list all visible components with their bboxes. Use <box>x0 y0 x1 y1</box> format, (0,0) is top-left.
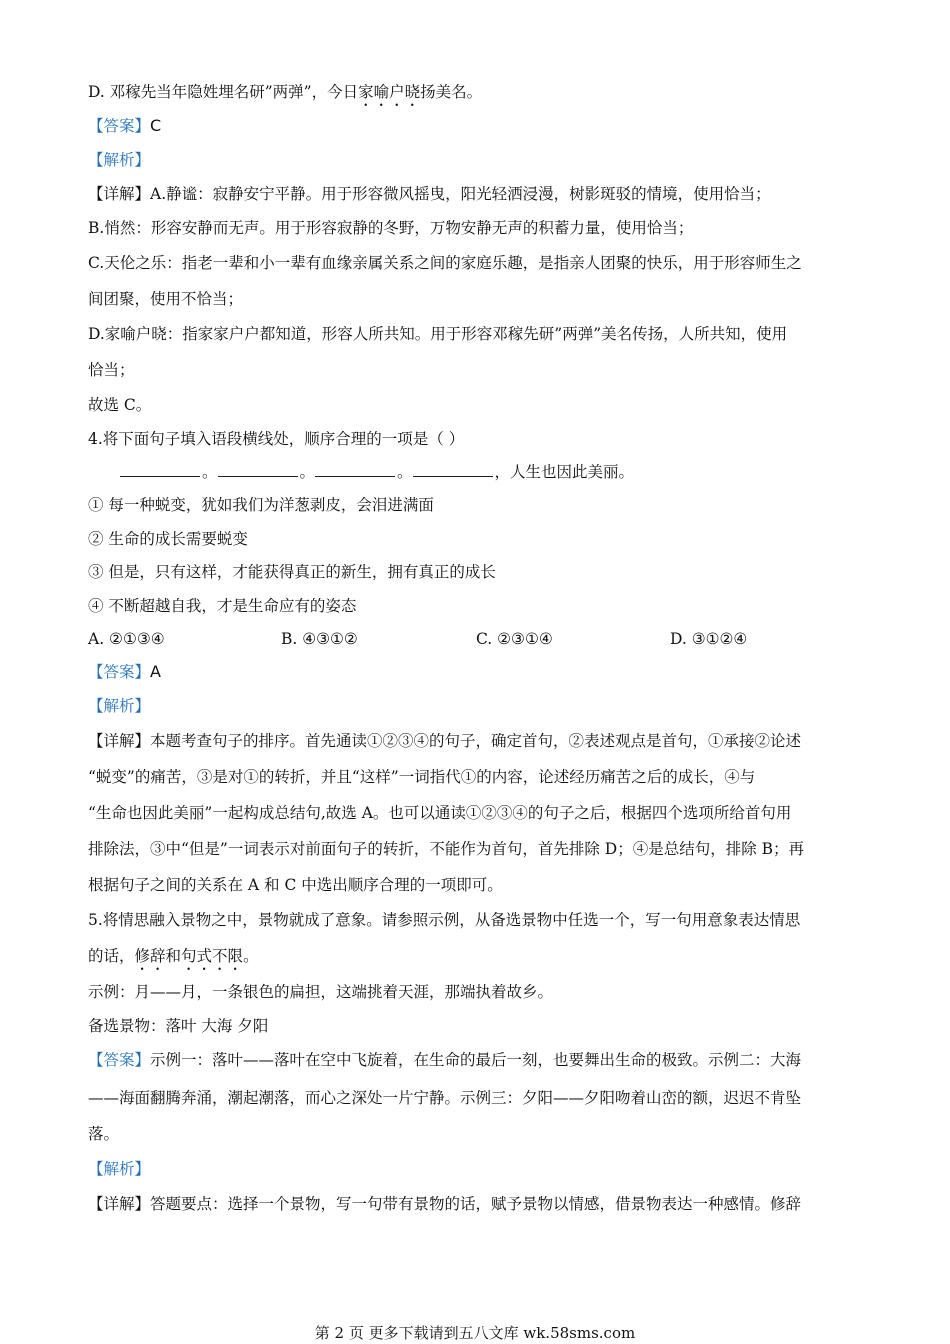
answer-tag: 【答案】 <box>88 663 151 681</box>
answer-value: C <box>150 116 162 135</box>
analysis-tag: 【解析】 <box>88 1160 151 1178</box>
option-d-end: 扬美名。 <box>420 83 483 101</box>
q4-stem: 4.将下面句子填入语段横线处，顺序合理的一项是（ ） <box>88 430 465 448</box>
option-d-text: D. 邓稼先当年隐姓埋名研”两弹”，今日 <box>88 83 359 101</box>
stem-text: 和 <box>165 947 182 965</box>
q4-detail-4: 排除法，③中“但是”一词表示对前面句子的转折，不能作为首句，首先排除 D；④是总结句，排除 B；再 <box>88 840 805 858</box>
answer-tag: 【答案】 <box>88 117 151 135</box>
q4-item-2: ② 生命的成长需要蜕变 <box>88 530 248 548</box>
analysis-tag: 【解析】 <box>88 697 151 715</box>
blank-3 <box>315 462 395 477</box>
q3-detail-1 <box>88 184 771 204</box>
blank-sep: 。 <box>299 463 316 481</box>
option-b: B. ④③①② <box>281 630 358 648</box>
q4-item-3: ③ 但是，只有这样，才能获得真正的新生，拥有真正的成长 <box>88 563 496 581</box>
dotted-emphasis-text: 家喻户晓 <box>358 83 421 101</box>
detail-tag: 【详解】 <box>88 1195 151 1213</box>
answer-tag: 【答案】 <box>88 1051 151 1069</box>
option-c: C. ②③①④ <box>476 630 553 648</box>
q4-detail-2: “蜕变”的痛苦，③是对①的转折，并且“这样”一词指代①的内容，论述经历痛苦之后的成长，④与 <box>88 768 756 786</box>
q3-detail-4: 间团聚，使用不恰当； <box>88 290 244 308</box>
q5-stem-1: 5.将情思融入景物之中，景物就成了意象。请参照示例，从备选景物中任选一个，写一句用意象表达情思 <box>88 911 801 929</box>
q3-detail-5: D.家喻户晓：指家家户户都知道，形容人所共知。用于形容邓稼先研”两弹”美名传扬，人所共知，使用 <box>88 325 788 343</box>
blank-1 <box>120 462 200 477</box>
detail-tag: 【详解】 <box>88 185 151 203</box>
q4-detail-3: “生命也因此美丽”一起构成总结句,故选 A。也可以通读①②③④的句子之后，根据四个选项所给首句用 <box>88 804 792 822</box>
q4-item-4: ④ 不断超越自我，才是生命应有的姿态 <box>88 597 357 615</box>
q5-stem-2 <box>88 946 259 974</box>
q5-candidates: 备选景物：落叶 大海 夕阳 <box>88 1017 269 1035</box>
blank-tail: ，人生也因此美丽。 <box>494 463 635 481</box>
q3-detail-3: C.天伦之乐：指老一辈和小一辈有血缘亲属关系之间的家庭乐趣，是指亲人团聚的快乐，用于形容师生之 <box>88 254 802 272</box>
stem-text: 的话， <box>88 947 135 965</box>
q4-blanks <box>120 462 634 482</box>
detail-tag: 【详解】 <box>88 732 151 750</box>
q5-detail-1 <box>88 1194 801 1214</box>
q3-detail-2: B.悄然：形容安静而无声。用于形容寂静的冬野，万物安静无声的积蓄力量，使用恰当； <box>88 219 694 237</box>
detail-text: A.静谧：寂静安宁平静。用于形容微风摇曳，阳光轻洒浸漫，树影斑驳的情境，使用恰当； <box>150 185 771 203</box>
dotted-emphasis-text: 句式不限 <box>181 947 244 965</box>
q4-detail-1 <box>88 731 801 751</box>
q3-detail-6: 恰当； <box>88 361 135 379</box>
dotted-emphasis-text: 修辞 <box>134 947 166 965</box>
q5-answer-1 <box>88 1050 801 1070</box>
q5-answer-3: 落。 <box>88 1125 120 1143</box>
q4-item-1: ① 每一种蜕变，犹如我们为洋葱剥皮，会泪进满面 <box>88 496 434 514</box>
option-a: A. ②①③④ <box>88 630 165 648</box>
detail-text: 答题要点：选择一个景物，写一句带有景物的话，赋予景物以情感，借景物表达一种感情。修辞 <box>150 1195 802 1213</box>
blank-2 <box>218 462 298 477</box>
blank-sep: 。 <box>202 463 218 481</box>
option-d: D. ③①②④ <box>670 630 748 648</box>
q4-answer <box>88 662 161 682</box>
q5-example: 示例：月——月，一条银色的扁担，这端挑着天涯，那端执着故乡。 <box>88 983 554 1001</box>
option-d-line <box>88 82 482 110</box>
answer-text: 示例一：落叶——落叶在空中飞旋着，在生命的最后一刻，也要舞出生命的极致。示例二：大海 <box>150 1051 802 1069</box>
blank-sep: 。 <box>397 463 413 481</box>
blank-4 <box>413 462 493 477</box>
q3-conclusion: 故选 C。 <box>88 396 152 414</box>
q4-detail-5: 根据句子之间的关系在 A 和 C 中选出顺序合理的一项即可。 <box>88 876 503 894</box>
q3-answer <box>88 116 161 136</box>
page-footer: 第 2 页 更多下载请到五八文库 wk.58sms.com <box>314 1324 636 1342</box>
answer-value: A <box>150 662 161 681</box>
q5-answer-2: ——海面翻腾奔涌，潮起潮落，而心之深处一片宁静。示例三：夕阳——夕阳吻着山峦的额，迟迟不肯坠 <box>88 1089 802 1107</box>
detail-text: 本题考查句子的排序。首先通读①②③④的句子，确定首句，②表述观点是首句，①承接②论述 <box>150 732 802 750</box>
stem-text: 。 <box>243 947 259 965</box>
analysis-tag: 【解析】 <box>88 151 151 169</box>
